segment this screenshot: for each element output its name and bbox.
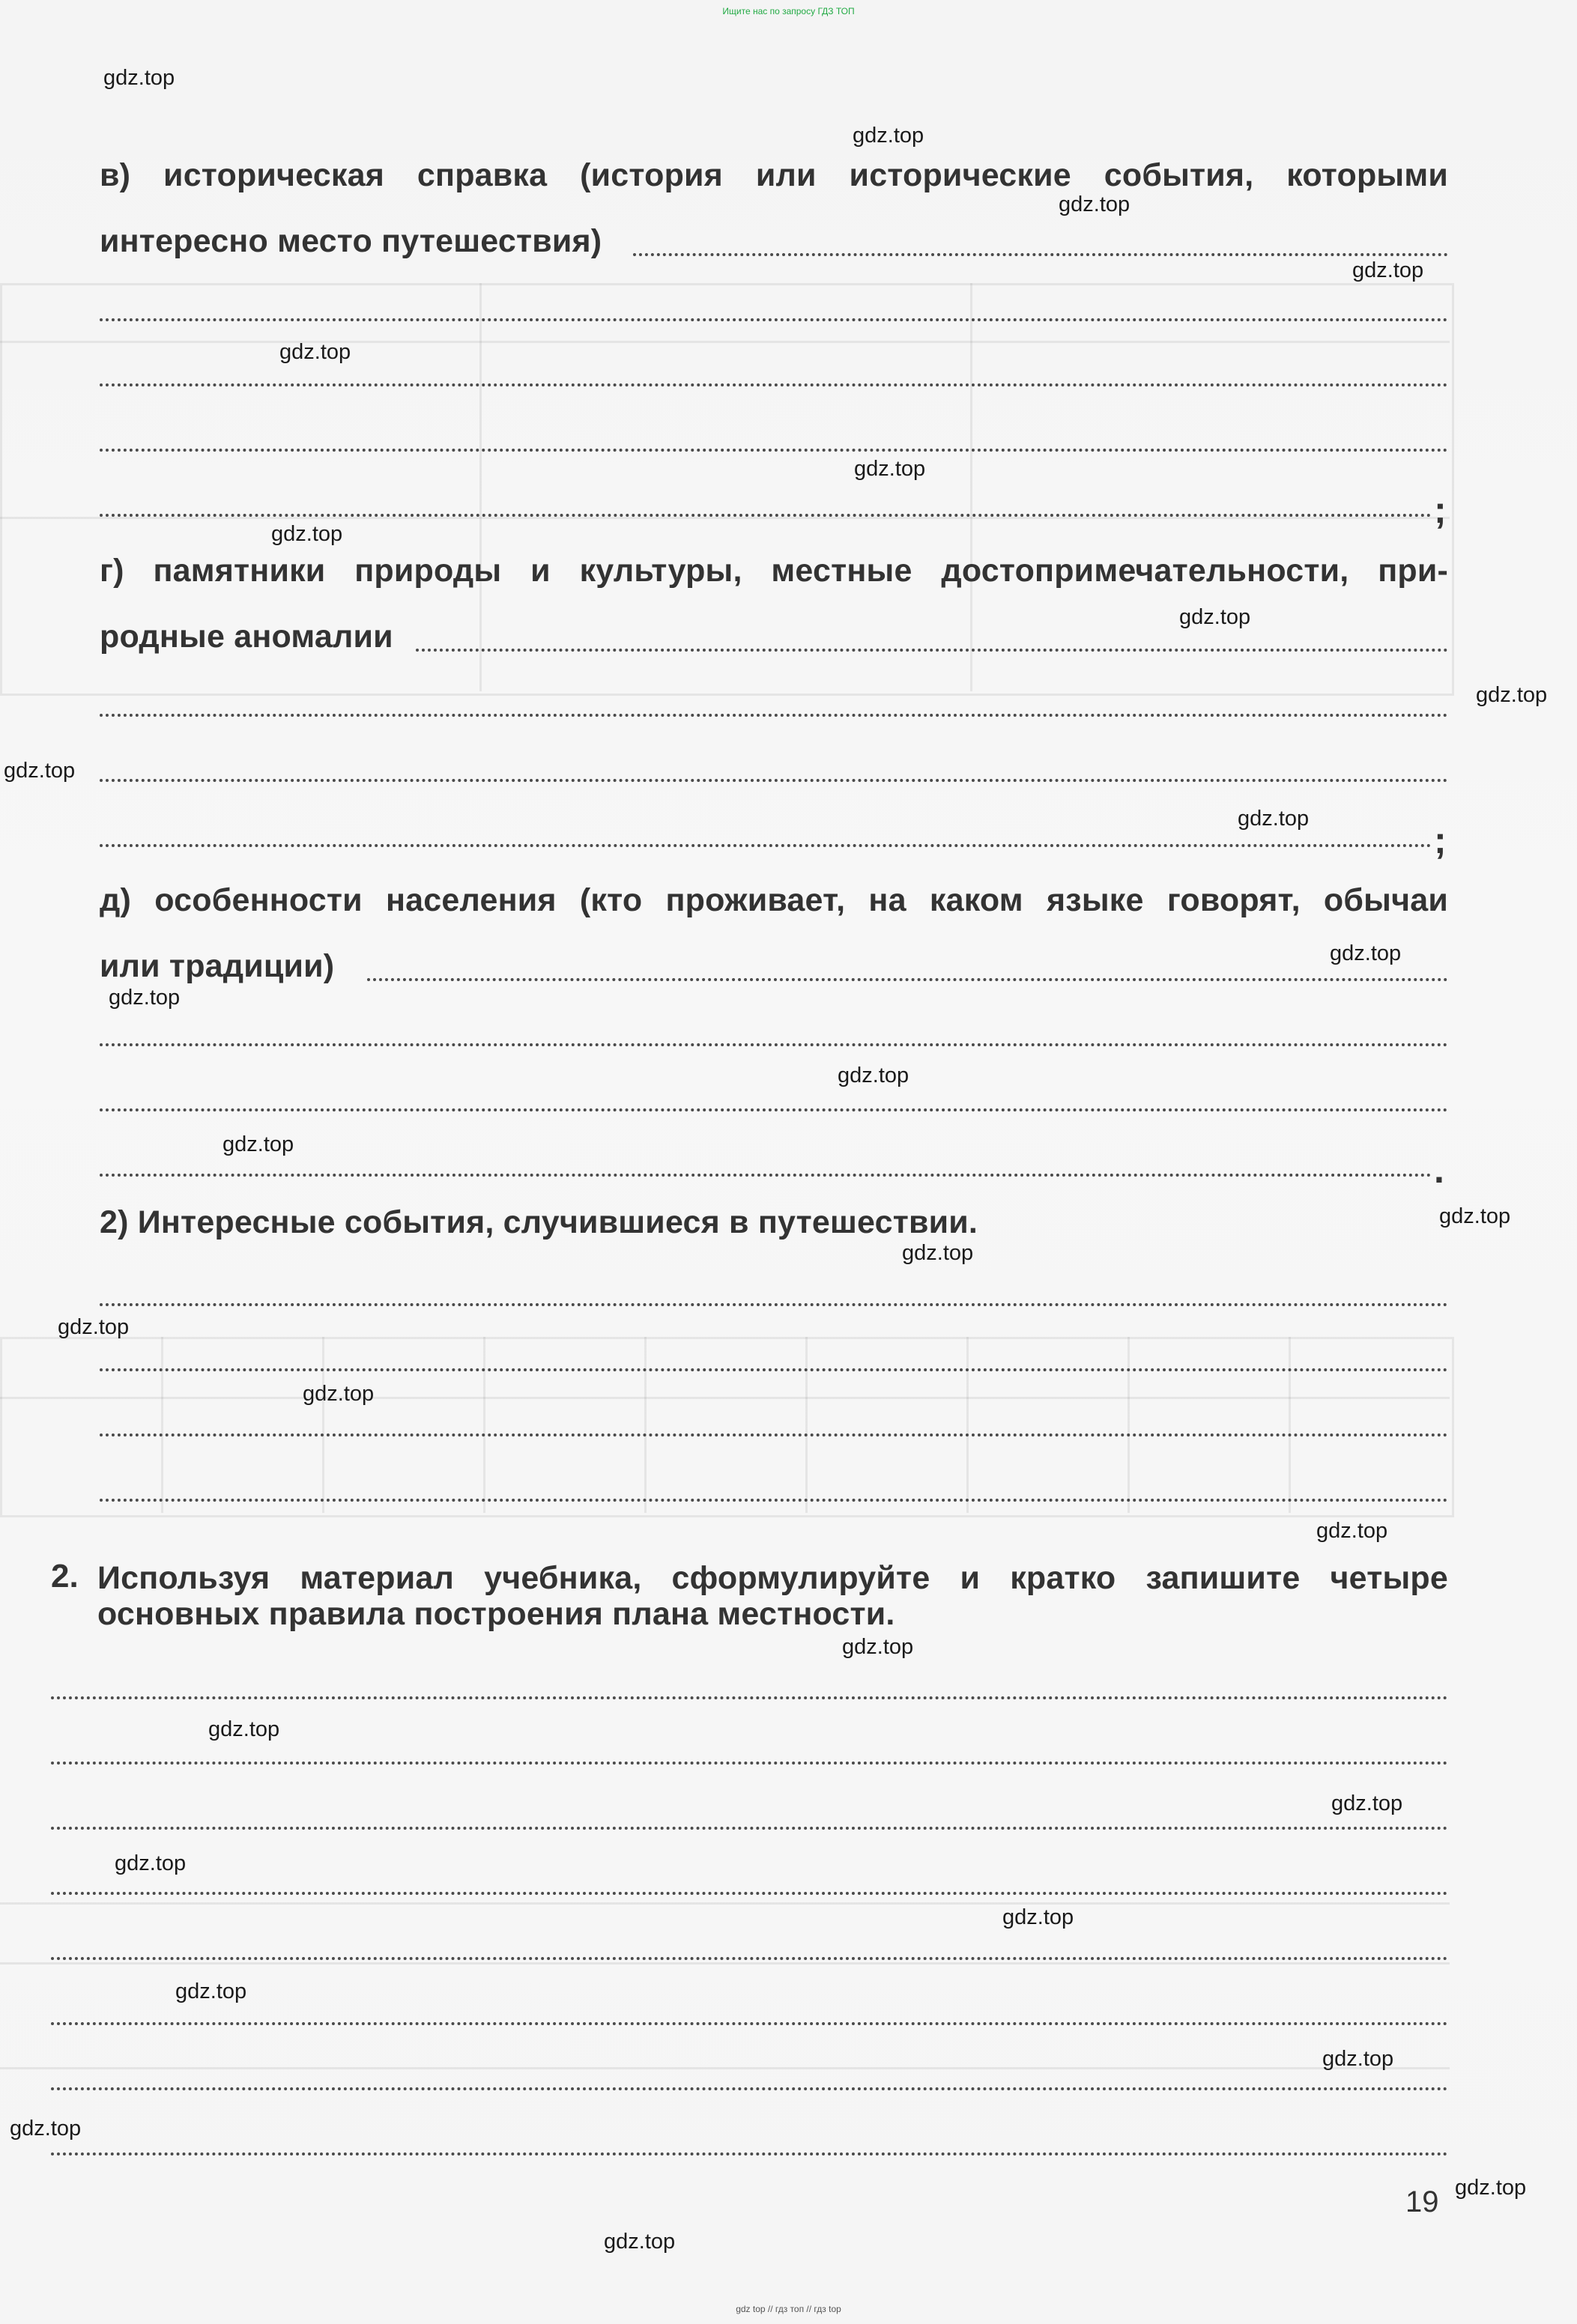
answer-line[interactable] xyxy=(51,1762,1448,1765)
answer-line[interactable] xyxy=(416,649,1448,652)
bottom-banner[interactable]: gdz top // гдз топ // гдз top xyxy=(736,2304,841,2314)
semicolon: ; xyxy=(1434,489,1447,531)
watermark: gdz.top xyxy=(115,1851,187,1875)
watermark: gdz.top xyxy=(1439,1204,1511,1228)
answer-line[interactable] xyxy=(100,1433,1448,1436)
ghost-line xyxy=(483,1337,485,1513)
answer-line[interactable] xyxy=(51,1957,1448,1960)
item-v-line1: в) историческая справка (история или исторические события, которыми xyxy=(100,157,1448,193)
ghost-line xyxy=(0,1902,1450,1905)
watermark: gdz.top xyxy=(1352,258,1424,282)
watermark: gdz.top xyxy=(1322,2047,1394,2071)
answer-line[interactable] xyxy=(100,1368,1448,1371)
watermark: gdz.top xyxy=(103,66,175,90)
answer-line[interactable] xyxy=(51,1892,1448,1895)
ghost-line xyxy=(966,1337,969,1513)
answer-line[interactable] xyxy=(51,1827,1448,1830)
ghost-line xyxy=(0,1962,1450,1965)
watermark: gdz.top xyxy=(902,1241,974,1265)
watermark: gdz.top xyxy=(58,1315,130,1339)
answer-line[interactable] xyxy=(633,253,1448,256)
watermark: gdz.top xyxy=(842,1635,914,1659)
answer-line[interactable] xyxy=(51,2087,1448,2090)
item-d-line1: д) особенности населения (кто проживает, на каком языке говорят, обычаи xyxy=(100,882,1448,918)
watermark: gdz.top xyxy=(109,986,181,1010)
watermark: gdz.top xyxy=(10,2117,82,2141)
watermark: gdz.top xyxy=(1330,941,1402,965)
task-2-line2: основных правила построения плана местности. xyxy=(97,1596,895,1632)
watermark: gdz.top xyxy=(1179,605,1251,629)
watermark: gdz.top xyxy=(1002,1905,1074,1929)
ghost-table-bottom xyxy=(0,1337,1454,1517)
watermark: gdz.top xyxy=(279,340,351,364)
item-g-line2: родные аномалии xyxy=(100,619,393,655)
answer-line[interactable] xyxy=(51,1696,1448,1699)
answer-line[interactable] xyxy=(51,2152,1448,2155)
answer-line[interactable] xyxy=(100,1174,1432,1177)
watermark: gdz.top xyxy=(303,1382,375,1406)
answer-line[interactable] xyxy=(51,2022,1448,2025)
ghost-line xyxy=(322,1337,324,1513)
answer-line[interactable] xyxy=(100,449,1448,452)
section-2-heading: 2) Интересные события, случившиеся в путешествии. xyxy=(100,1204,978,1240)
ghost-line xyxy=(644,1337,647,1513)
ghost-line xyxy=(0,1397,1450,1399)
watermark: gdz.top xyxy=(1331,1791,1403,1815)
page-number: 19 xyxy=(1405,2185,1439,2218)
watermark: gdz.top xyxy=(838,1064,909,1087)
watermark: gdz.top xyxy=(4,759,76,783)
answer-line[interactable] xyxy=(100,383,1448,386)
watermark: gdz.top xyxy=(1316,1519,1388,1543)
answer-line[interactable] xyxy=(100,1043,1448,1046)
item-g-line1: г) памятники природы и культуры, местные достопримечательности, при- xyxy=(100,553,1448,589)
period: . xyxy=(1434,1149,1444,1191)
ghost-line xyxy=(970,283,972,691)
ghost-line xyxy=(0,341,1450,343)
ghost-line xyxy=(161,1337,163,1513)
ghost-line xyxy=(1289,1337,1291,1513)
item-v-line2: интересно место путешествия) xyxy=(100,223,602,259)
answer-line[interactable] xyxy=(100,1499,1448,1502)
watermark: gdz.top xyxy=(1476,683,1548,707)
watermark: gdz.top xyxy=(1238,807,1310,831)
task-2-number: 2. xyxy=(51,1558,79,1595)
answer-line[interactable] xyxy=(100,514,1432,517)
item-d-line2: или традиции) xyxy=(100,948,335,984)
watermark: gdz.top xyxy=(175,1979,247,2003)
watermark: gdz.top xyxy=(854,457,926,481)
top-banner[interactable]: Ищите нас по запросу ГДЗ ТОП xyxy=(722,6,855,16)
watermark: gdz.top xyxy=(271,522,343,546)
answer-line[interactable] xyxy=(100,779,1448,782)
task-2-line1: Используя материал учебника, сформулируйте и кратко запишите четыре xyxy=(97,1560,1448,1596)
ghost-line xyxy=(0,2067,1450,2069)
answer-line[interactable] xyxy=(100,1303,1448,1306)
watermark: gdz.top xyxy=(223,1132,294,1156)
watermark: gdz.top xyxy=(604,2230,676,2254)
ghost-line xyxy=(805,1337,808,1513)
watermark: gdz.top xyxy=(208,1717,280,1741)
ghost-line xyxy=(0,517,1450,519)
answer-line[interactable] xyxy=(100,318,1448,321)
semicolon: ; xyxy=(1434,819,1447,861)
answer-line[interactable] xyxy=(100,1108,1448,1111)
ghost-line xyxy=(479,283,482,691)
answer-line[interactable] xyxy=(367,978,1448,981)
answer-line[interactable] xyxy=(100,714,1448,717)
ghost-line xyxy=(1127,1337,1130,1513)
answer-line[interactable] xyxy=(100,844,1432,847)
watermark: gdz.top xyxy=(853,124,924,148)
watermark: gdz.top xyxy=(1455,2176,1527,2200)
watermark: gdz.top xyxy=(1059,192,1130,216)
